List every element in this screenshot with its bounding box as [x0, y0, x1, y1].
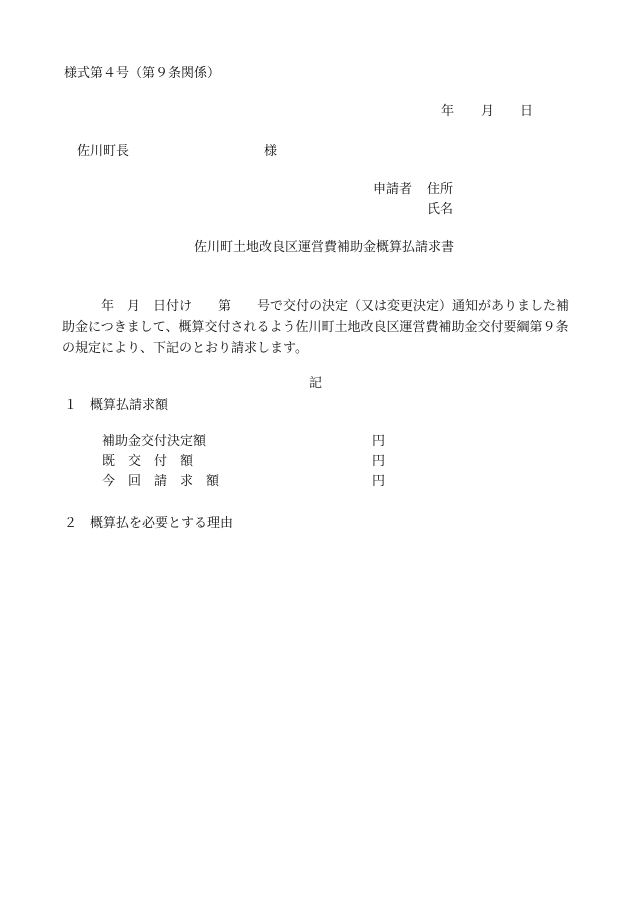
amount-unit: 円: [372, 434, 386, 449]
amount-label: 既 交 付 額: [102, 454, 194, 469]
date-year: 年: [441, 104, 455, 119]
addressee-honorific: 様: [264, 144, 278, 159]
date-day: 日: [520, 104, 534, 119]
form-number: 様式第４号（第９条関係）: [64, 66, 221, 81]
applicant-label: 申請者: [373, 182, 413, 197]
amount-label: 補助金交付決定額: [102, 434, 207, 449]
applicant-address-label: 住所: [427, 182, 454, 197]
section-1-heading: １ 概算払請求額: [64, 398, 169, 413]
ki-marker: 記: [309, 376, 323, 391]
applicant-name-label: 氏名: [427, 202, 454, 217]
amount-label: 今 回 請 求 額: [102, 474, 220, 489]
body-paragraph: 年 月 日付け 第 号で交付の決定（又は変更決定）通知がありました補助金につきまして、概算交付されるよう佐川町土地改良区運営費補助金交付要綱第９条の規定により、下記のとおり請求します。: [62, 299, 570, 356]
document-title: 佐川町土地改良区運営費補助金概算払請求書: [194, 240, 455, 255]
amount-unit: 円: [372, 474, 386, 489]
amount-unit: 円: [372, 454, 386, 469]
section-2-heading: ２ 概算払を必要とする理由: [64, 516, 234, 531]
date-month: 月: [481, 104, 495, 119]
addressee-name: 佐川町長: [77, 144, 130, 159]
